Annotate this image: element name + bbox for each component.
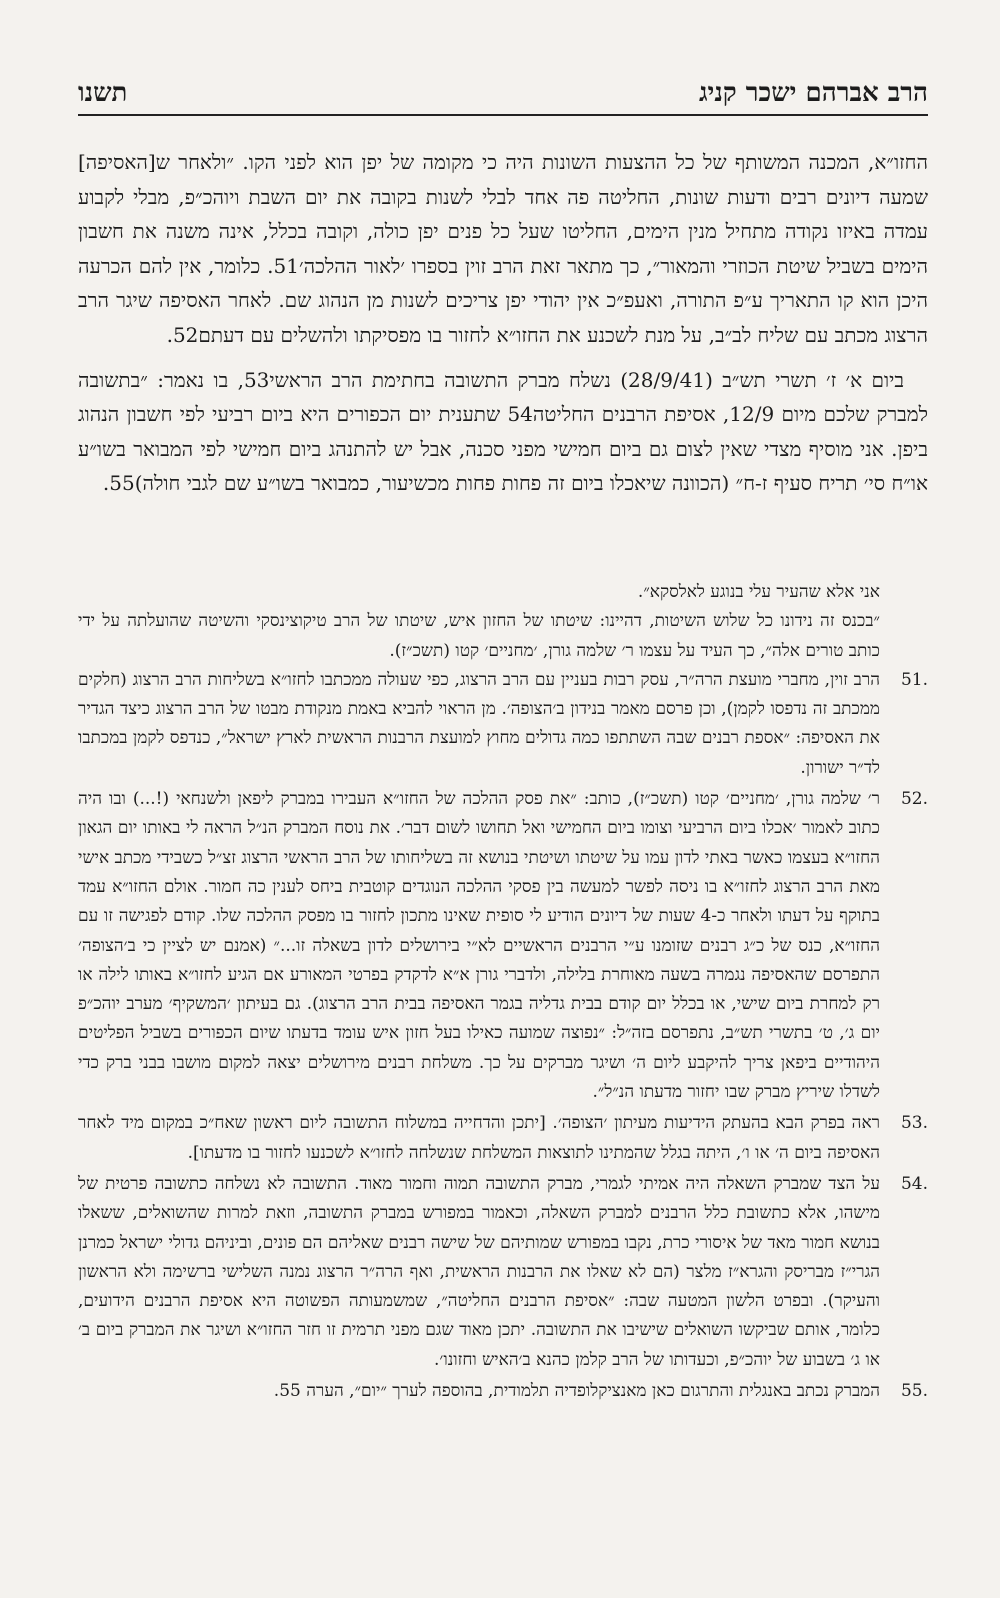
footnote-52 [78,785,928,1107]
footnote-54 [78,1170,928,1375]
footnote-number: .53 [900,1113,928,1134]
running-head: הרב אברהם ישכר קניג [698,78,928,108]
footnote-53 [78,1109,928,1168]
body-paragraph-2: ביום א׳ ז׳ תשרי תש״ב (28/9/41) נשלח מברק התשובה בחתימת הרב הראשי53, בו נאמר: ״בתשובה למברק שלכם מיום 12/9, אסיפת הרבנים החליטה54 שתענית יום הכפורים היא ביום רביעי לפי חשבון הנהוג ביפן. אני מוסיף מצדי שאין לצום גם ביום חמישי מפני סכנה, אבל יש להתנהג ביום חמישי לפי המבואר בשו״ע או״ח סי׳ תריח סעיף ז-ח״ (הכוונה שיאכלו ביום זה פחות פחות מכשיעור, כמבואר בשו״ע שם לגבי חולה)55. [78,367,929,496]
footnote-text: הרב זוין, מחברי מועצת הרה״ר, עסק רבות בעניין עם הרב הרצוג, כפי שעולה ממכתבו לחזו״א בשליחות הרב הרצוג (חלקים ממכתב זה נדפסו לקמן), וכן פרסם מאמר בנידון ב׳הצופה׳. מן הראוי להביא באמת מנקודת מבטו של הרב הרצוג כיצד הגדיר את האסיפה: ״אספת רבנים שבה השתתפו כמה גדולים מחוץ למועצת הרבנות הראשית לארץ ישראל״, כנדפס לקמן במכתבו לד״ר ישורון. [78,669,880,778]
page-header [78,68,928,116]
footnote-55 [78,1377,928,1406]
main-text [78,145,928,511]
page-number: תשנו [78,78,128,108]
footnote-text: ראה בפרק הבא בהעתק הידיעות מעיתון ׳הצופה׳. [יתכן והדחייה במשלוח התשובה ליום ראשון שאח״כ במקום מיד לאחר האסיפה ביום ה׳ או ו׳, היתה בגלל שהמתינו לתוצאות המשלחת שנשלחה לחזו״א לשכנעו לחזור בו מדעתו]. [78,1113,880,1163]
footnote-51 [78,666,928,783]
footnotes [78,578,928,1408]
footnote-text: ר׳ שלמה גורן, ׳מחניים׳ קטו (תשכ״ז), כותב: ״את פסק ההלכה של החזו״א העבירו במברק ליפאן ולשנחאי (!...) ובו היה כתוב לאמור ׳אכלו ביום הרביעי וצומו ביום החמישי ואל תחושו לשום דבר׳. את נוסח המברק הנ״ל הראה לי באותו יום הגאון החזו״א בעצמו כאשר באתי לדון עמו על שיטתו ושיטתי בנושא זה בשליחותו של הרב הראשי הרצוג זצ״ל כשבידי מכתב אישי מאת הרב הרצוג לחזו״א בו ניסה לפשר למעשה בין פסקי ההלכה הנוגדים קוטבית ביחס לענין כה חמור. אולם החזו״א עמד בתוקף על דעתו ולאחר כ-4 שעות של דיונים הודיע לי סופית שאינו מתכון לחזור בו מפסק ההלכה שלו. קודם לפגישה זו עם החזו״א, כנס של כ״ג רבנים שזומנו ע״י הרבנים הראשיים לא״י בירושלים לדון בשאלה זו...״ (אמנם יש לציין כי ב׳הצופה׳ התפרסם שהאסיפה נגמרה בשעה מאוחרת בלילה, ולדברי גורן א״א לדקדק בפרטי המאורע אם הגיע לחזו״א באותו לילה או רק למחרת ביום שישי, או בכלל יום קודם בבית גדליה בגמר האסיפה בבית הרב הרצוג). גם בעיתון ׳המשקיף׳ מערב יוהכ״פ יום ג׳, ט׳ בתשרי תש״ב, נתפרסם בזה״ל: ״נפוצה שמועה כאילו בעל חזון איש עומד בדעתו שיום הכפורים בשביל הפליטים היהודיים ביפאן צריך להיקבע ליום ה׳ ושיגר מברקים על כך. משלחת רבנים מירושלים יצאה למקום מושבו בבני ברק כדי לשדלו שיריץ מברק שבו יחזור מדעתו הנ״ל״. [78,789,880,1103]
footnote-number: .55 [900,1381,928,1402]
footnote-text: המברק נכתב באנגלית והתרגום כאן מאנציקלופדיה תלמודית, בהוספה לערך ״יום״, הערה 55. [273,1381,880,1402]
footnote-number: .54 [900,1173,928,1194]
footnote-text: על הצד שמברק השאלה היה אמיתי לגמרי, מברק התשובה תמוה וחמור מאוד. התשובה לא נשלחה כתשובה פרטית של מישהו, אלא כתשובת כלל הרבנים למברק השאלה, וכאמור במפורש במברק התשובה, וזאת למרות שהשואלים, ששאלו בנושא חמור מאד של איסורי כרת, נקבו במפורש שמותיהם של שישה רבנים שאליהם הם פונים, וביניהם גדולי ישראל כמרנן הגרי״ז מבריסק והגרא״ז מלצר (הם לא שאלו את הרבנות הראשית, ואף הרה״ר הרצוג נמנה השלישי ברשימה ולא הראשון והעיקר). ובפרט הלשון המטעה שבה: ״אסיפת הרבנים החליטה״, שמשמעותה הפשוטה היא אסיפת הרבנים הידועים, כלומר, אותם שביקשו השואלים שישיבו את התשובה. יתכן מאוד שגם מפני תרמית זו חזר החזו״א ושיגר את המברק ביום ב׳ או ג׳ בשבוע של יוהכ״פ, וכעדותו של הרב קלמן כהנא ב׳האיש וחזונו׳. [78,1173,880,1370]
footnote-continuation-1: אני אלא שהעיר עלי בנוגע לאלסקא״. [637,582,880,602]
footnote-number: .52 [900,789,928,810]
footnote-number: .51 [900,669,928,690]
footnote-continuation-2: ״בכנס זה נידונו כל שלוש השיטות, דהיינו: שיטתו של החזון איש, שיטתו של הרב טיקוצינסקי והשיטה שהועלתה על ידי כותב טורים אלה״, כך העיד על עצמו ר׳ שלמה גורן, ׳מחניים׳ קטו (תשכ״ז). [78,611,880,661]
body-paragraph-1: החזו״א, המכנה המשותף של כל ההצעות השונות היה כי מקומה של יפן הוא לפני הקו. ״ולאחר ש[האסיפה] שמעה דיונים רבים ודעות שונות, החליטה פה אחד לבלי לשנות בקובה את יום השבת ויוהכ״פ, מבלי לקבוע עמדה באיזו נקודה מתחיל מנין הימים, החליטו שעל כל פנים יפן כולה, וקובה בכלל, אינה משנה את חשבון הימים בשביל שיטת הכוזרי והמאור״, כך מתאר זאת הרב זוין בספרו ׳לאור ההלכה׳51. כלומר, אין להם הכרעה היכן הוא קו התאריך ע״פ התורה, ואעפ״כ אין יהודי יפן צריכים לשנות מן הנהוג שם. לאחר האסיפה שיגר הרב הרצוג מכתב עם שליח לב״ב, על מנת לשכנע את החזו״א לחזור בו מפסיקתו ולהשלים עם דעתם52. [78,150,929,347]
